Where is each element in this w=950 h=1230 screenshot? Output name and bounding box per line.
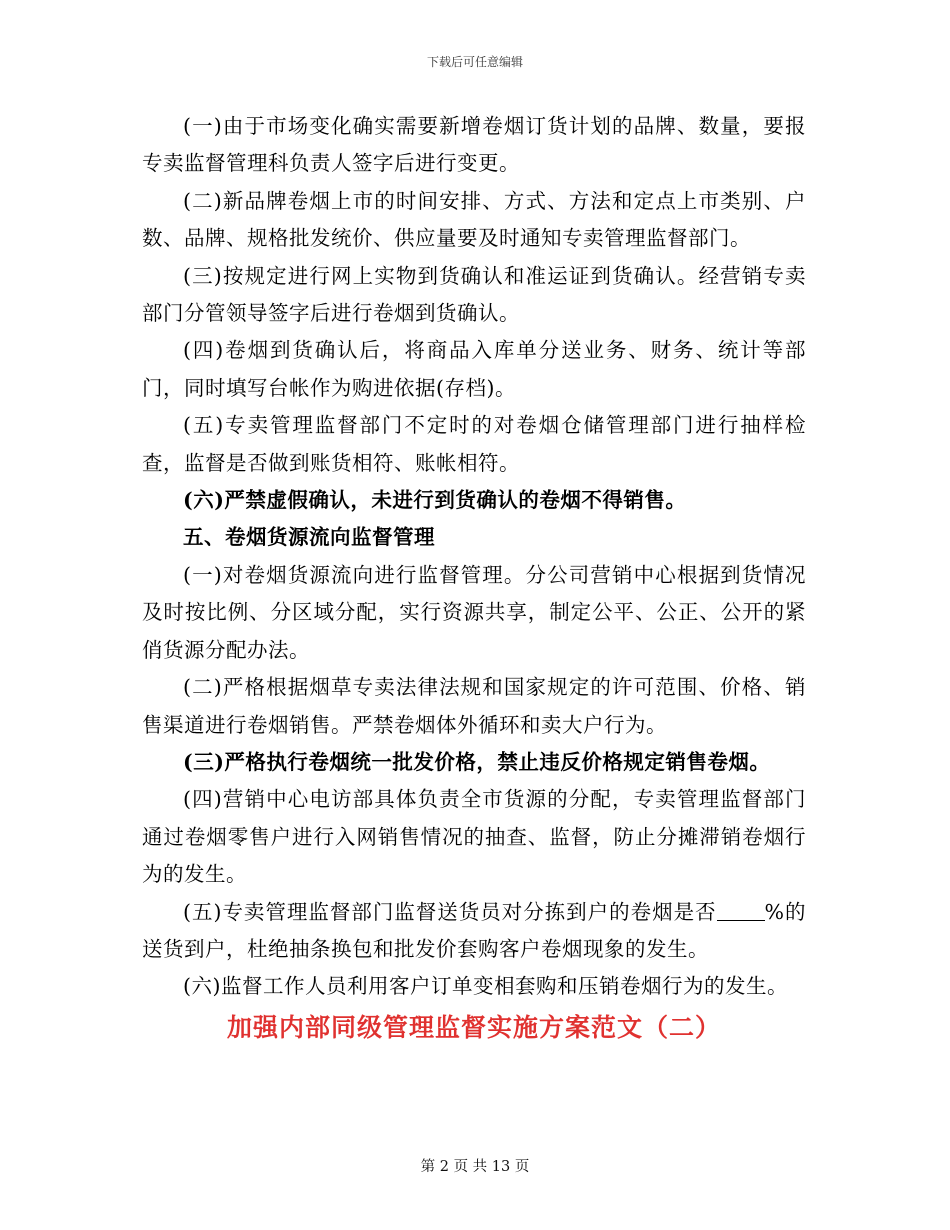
document-body [142, 108, 806, 1050]
fill-in-blank [717, 899, 765, 921]
paragraph-11 [142, 894, 806, 969]
paragraph-11-before: (五)专卖管理监督部门监督送货员对分拣到户的卷烟是否 [183, 899, 717, 924]
paragraph-5: (五)专卖管理监督部门不定时的对卷烟仓储管理部门进行抽样检查，监督是否做到账货相符、账帐相符。 [142, 413, 806, 475]
paragraph-8: (二)严格根据烟草专卖法律法规和国家规定的许可范围、价格、销售渠道进行卷烟销售。严禁卷烟体外循环和卖大户行为。 [142, 675, 806, 737]
paragraph-3: (三)按规定进行网上实物到货确认和准运证到货确认。经营销专卖部门分管领导签字后进行卷烟到货确认。 [142, 263, 806, 326]
section-heading: 五、卷烟货源流向监督管理 [183, 525, 435, 550]
paragraph-4: (四)卷烟到货确认后，将商品入库单分送业务、财务、统计等部门，同时填写台帐作为购进依据(存档)。 [142, 338, 806, 400]
paragraph-9-bold: (三)严格执行卷烟统一批发价格，禁止违反价格规定销售卷烟。 [183, 749, 771, 774]
paragraph-6-bold: (六)严禁虚假确认，未进行到货确认的卷烟不得销售。 [183, 488, 687, 513]
paragraph-1: (一)由于市场变化确实需要新增卷烟订货计划的品牌、数量，要报专卖监督管理科负责人签字后进行变更。 [142, 114, 806, 176]
paragraph-11-after: %的送货到户，杜绝抽条换包和批发价套购客户卷烟现象的发生。 [142, 899, 806, 961]
paragraph-7: (一)对卷烟货源流向进行监督管理。分公司营销中心根据到货情况及时按比例、分区域分配，实行资源共享，制定公平、公正、公开的紧俏货源分配办法。 [142, 562, 806, 662]
document-section-title: 加强内部同级管理监督实施方案范文（二） [226, 1012, 721, 1042]
paragraph-2: (二)新品牌卷烟上市的时间安排、方式、方法和定点上市类别、户数、品牌、规格批发统价、供应量要及时通知专卖管理监督部门。 [142, 188, 806, 251]
paragraph-10: (四)营销中心电访部具体负责全市货源的分配，专卖管理监督部门通过卷烟零售户进行入网销售情况的抽查、监督，防止分摊滞销卷烟行为的发生。 [142, 787, 806, 887]
paragraph-12: (六)监督工作人员利用客户订单变相套购和压销卷烟行为的发生。 [183, 974, 788, 999]
page-number: 第 2 页 共 13 页 [420, 1159, 530, 1175]
page-header: 下载后可任意编辑 [426, 55, 523, 69]
